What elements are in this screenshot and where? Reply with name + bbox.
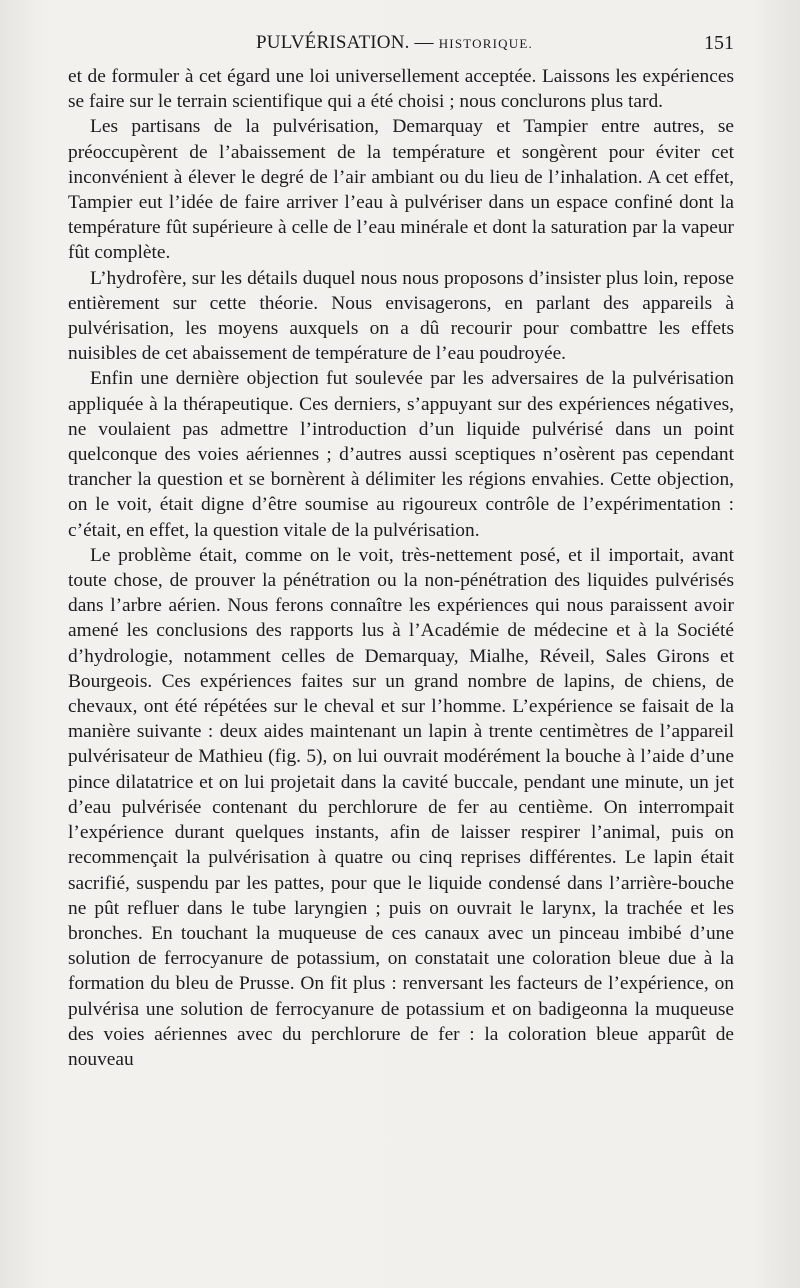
paragraph: Les partisans de la pulvérisation, Demarquay et Tampier entre autres, se préoccupèrent de l’abaissement de la température et songèrent pour éviter cet inconvénient à élever le degré de l’air ambiant ou du lieu de l’inhalation. A cet effet, Tampier eut l’idée de faire arriver l’eau à pulvériser dans un espace confiné dont la température fût supérieure à celle de l’eau minérale et dont la saturation par la vapeur fût complète. bbox=[68, 116, 734, 264]
body-text bbox=[68, 64, 734, 1072]
running-title bbox=[256, 32, 533, 54]
paragraph: L’hydrofère, sur les détails duquel nous nous proposons d’insister plus loin, repose entièrement sur cette théorie. Nous envisagerons, en parlant des appareils à pulvérisation, les moyens auxquels on a dû recourir pour combattre les effets nuisibles de cet abaissement de température de l’eau poudroyée. bbox=[68, 267, 734, 365]
paragraph: Le problème était, comme on le voit, très-nettement posé, et il importait, avant toute chose, de prouver la pénétration ou la non-pénétration des liquides pulvérisés dans l’arbre aérien. Nous ferons connaître les expériences qui nous paraissent avoir amené les conclusions des rapports lus à l’Académie de médecine et à la Société d’hydrologie, notamment celles de Demarquay, Mialhe, Réveil, Sales Girons et Bourgeois. Ces expériences faites sur un grand nombre de lapins, de chiens, de chevaux, ont été répétées sur le cheval et sur l’homme. L’expérience se faisait de la manière suivante : deux aides maintenant un lapin à trente centimètres de l’appareil pulvérisateur de Mathieu (fig. 5), on lui ouvrait modérément la bouche à l’aide d’une pince dilatatrice et on lui projetait dans la cavité buccale, pendant une minute, un jet d’eau pulvérisée contenant du perchlorure de fer au centième. On interrompait l’expérience durant quelques instants, afin de laisser respirer l’animal, puis on recommençait la pulvérisation à quatre ou cinq reprises différentes. Le lapin était sacrifié, suspendu par les pattes, pour que le liquide condensé dans l’arrière-bouche ne pût refluer dans le tube laryngien ; puis on ouvrait le larynx, la trachée et les bronches. En touchant la muqueuse de ces canaux avec un pinceau imbibé d’une solution de ferrocyanure de potassium, on constatait une coloration bleue due à la formation du bleu de Prusse. On fit plus : renversant les facteurs de l’expérience, on pulvérisa une solution de ferrocyanure de potassium et on badigeonna la muqueuse des voies aériennes avec du perchlorure de fer : la coloration bleue apparût de nouveau bbox=[68, 544, 734, 1070]
page-header bbox=[68, 28, 734, 58]
running-subtitle: HISTORIQUE. bbox=[438, 36, 533, 51]
running-title-main: PULVÉRISATION. — bbox=[256, 32, 434, 53]
paragraph: Enfin une dernière objection fut soulevée par les adversaires de la pulvérisation appliquée à la thérapeutique. Ces derniers, s’appuyant sur des expériences négatives, ne voulaient pas admettre l’introduction d’un liquide pulvérisé dans un point quelconque des voies aériennes ; d’autres aussi sceptiques n’osèrent pas cependant trancher la question et se bornèrent à délimiter les régions envahies. Cette objection, on le voit, était digne d’être soumise au rigoureux contrôle de l’expérimentation : c’était, en effet, la question vitale de la pulvérisation. bbox=[68, 368, 734, 541]
paragraph-continued: et de formuler à cet égard une loi universellement acceptée. Laissons les expériences se faire sur le terrain scientifique qui a été choisi ; nous conclurons plus tard. bbox=[68, 66, 734, 113]
page-number: 151 bbox=[704, 32, 734, 54]
